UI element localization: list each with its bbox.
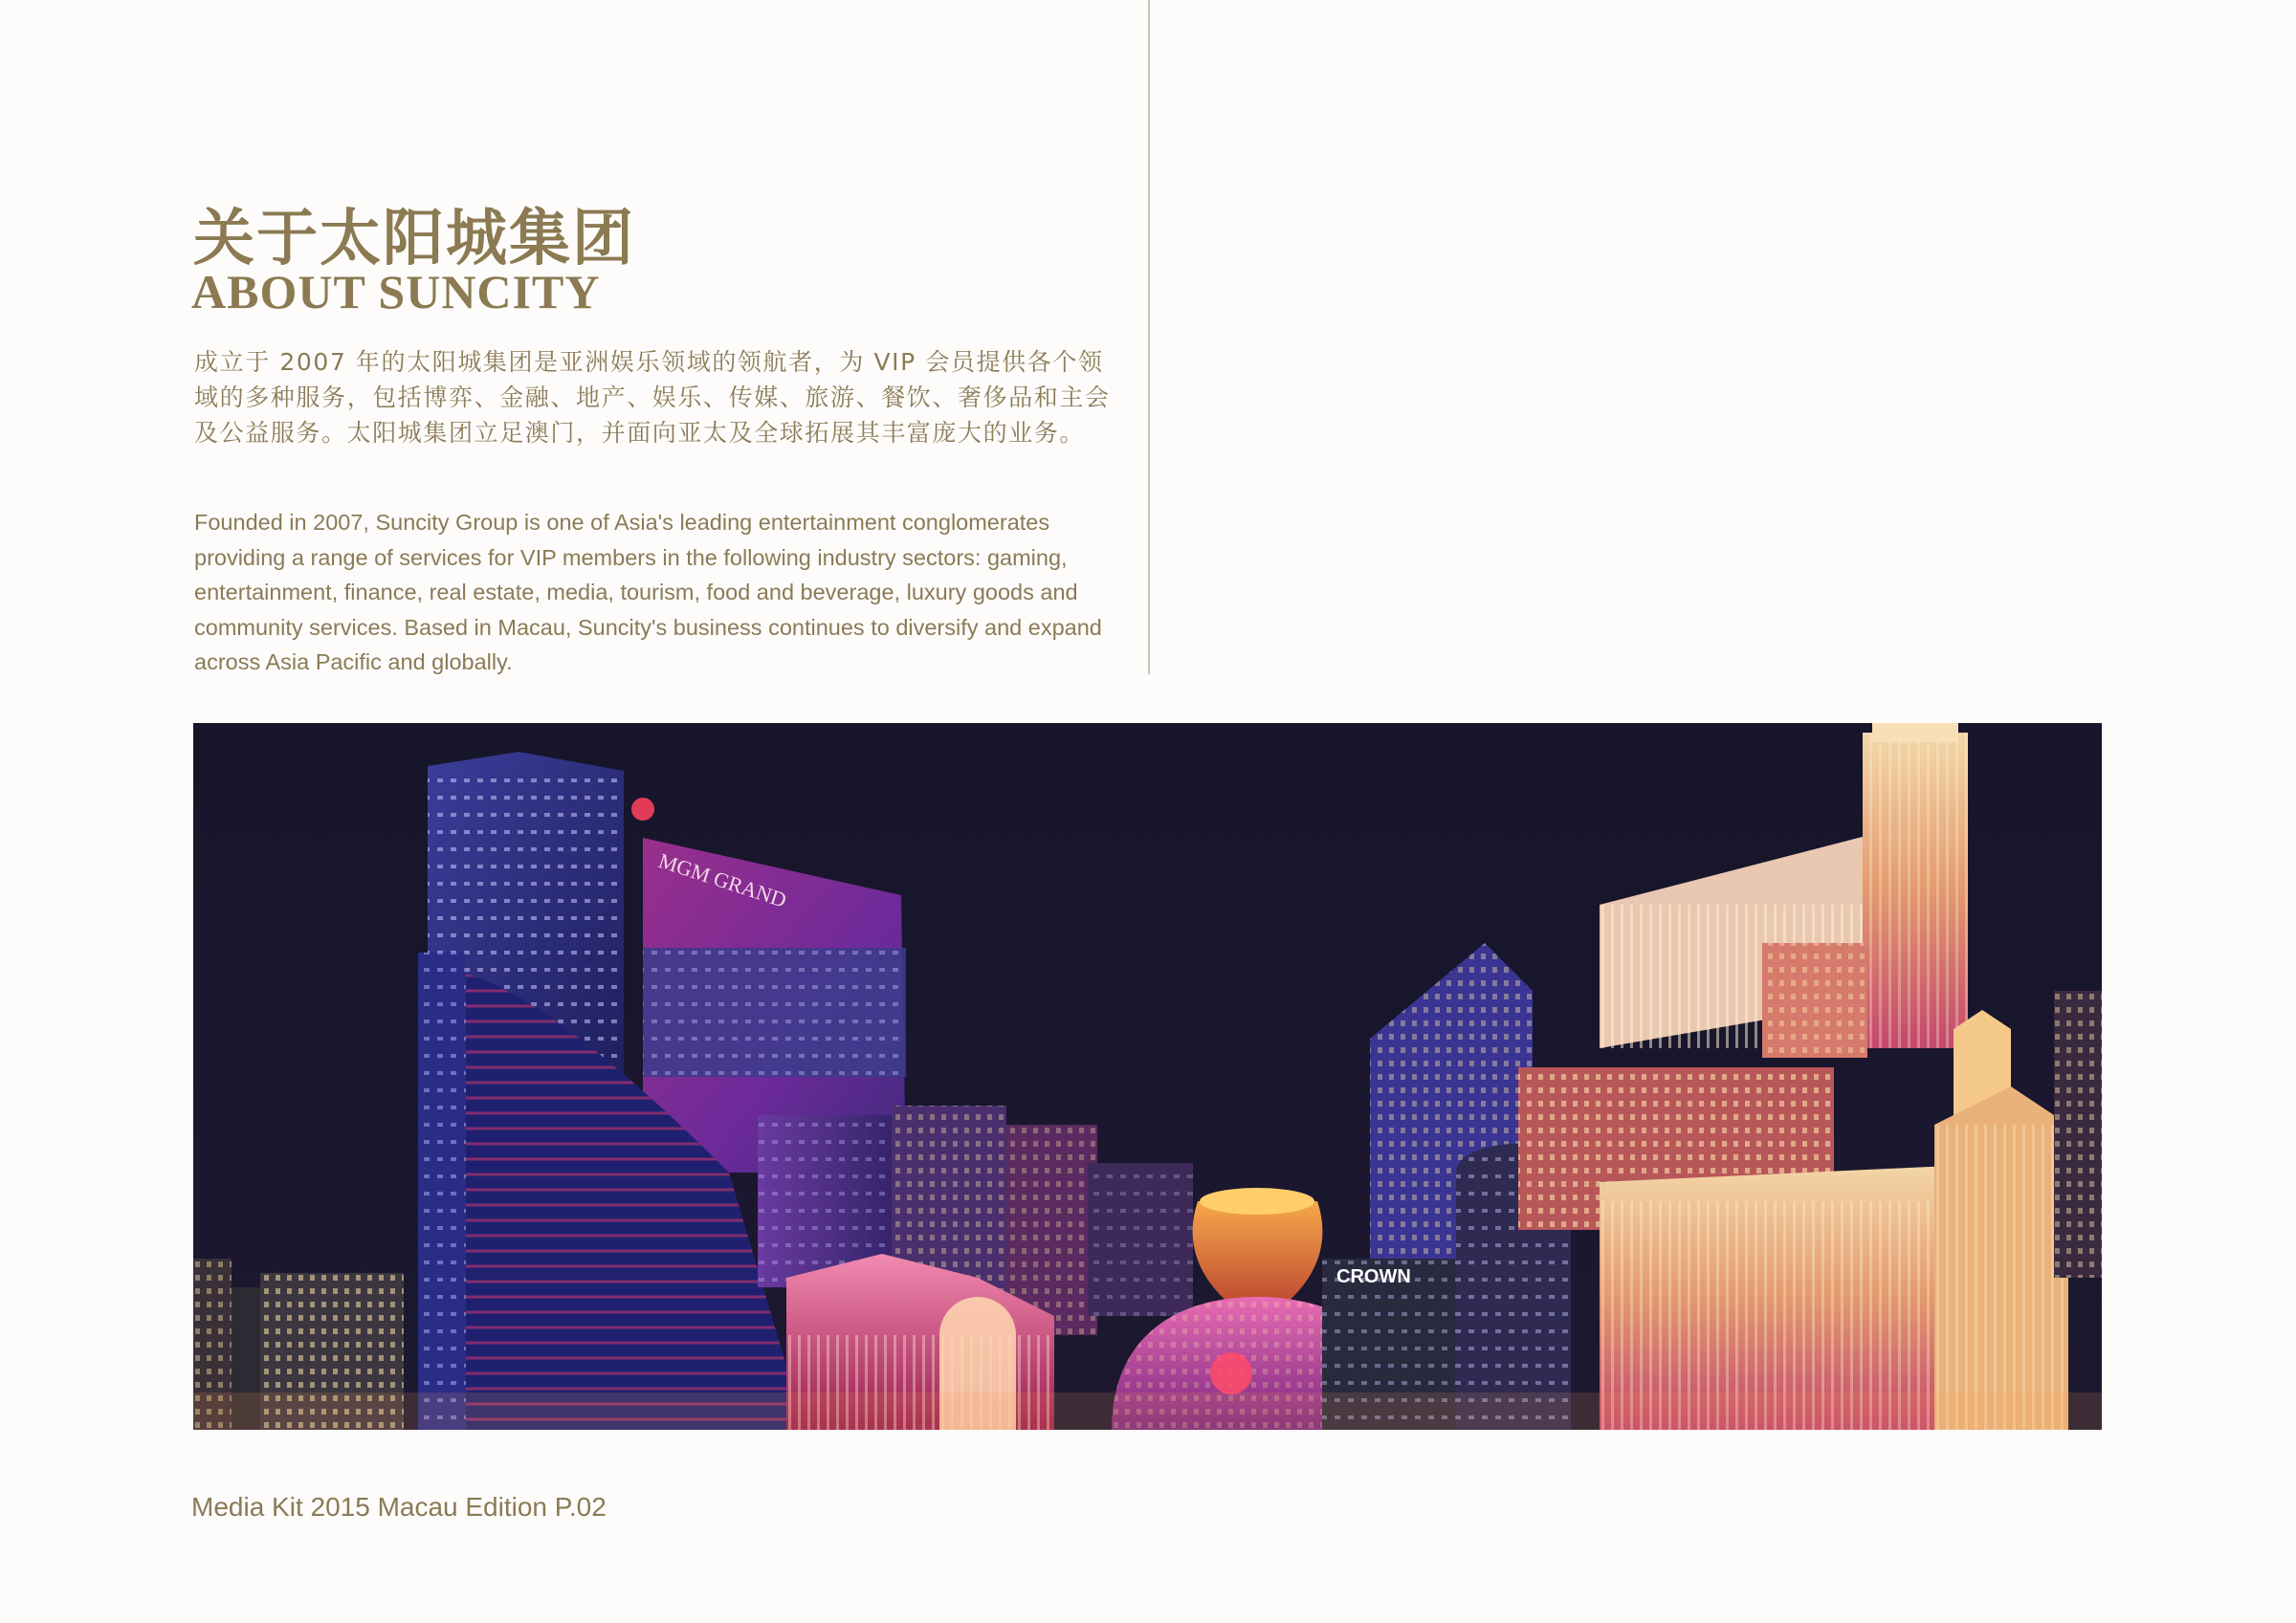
crown-sign: CROWN [1336,1266,1411,1287]
mgm-grand-sign: MGM GRAND [655,847,790,912]
page-footer: Media Kit 2015 Macau Edition P.02 [191,1492,607,1522]
page-title-english: ABOUT SUNCITY [191,265,601,318]
column-divider [1148,0,1150,674]
macau-skyline-photo [193,723,2102,1430]
intro-paragraph-english: Founded in 2007, Suncity Group is one of Asia's leading entertainment conglomerates providing a range of services for VIP members in the following industry sectors: gaming, entertainment, finance, real estate, media, tourism, food and beverage, luxury goods and community services. Based in Macau, Suncity's business continues to diversify and expand across Asia Pacific and globally. [194,510,1102,674]
intro-paragraph-chinese: 成立于 2007 年的太阳城集团是亚洲娱乐领域的领航者，为 VIP 会员提供各个领域的多种服务，包括博弈、金融、地产、娱乐、传媒、旅游、餐饮、奢侈品和主会及公益服务。太阳城集团立足澳门，并面向亚太及全球拓展其丰富庞大的业务。 [194,348,1111,447]
page-title-chinese: 关于太阳城集团 [193,203,635,274]
